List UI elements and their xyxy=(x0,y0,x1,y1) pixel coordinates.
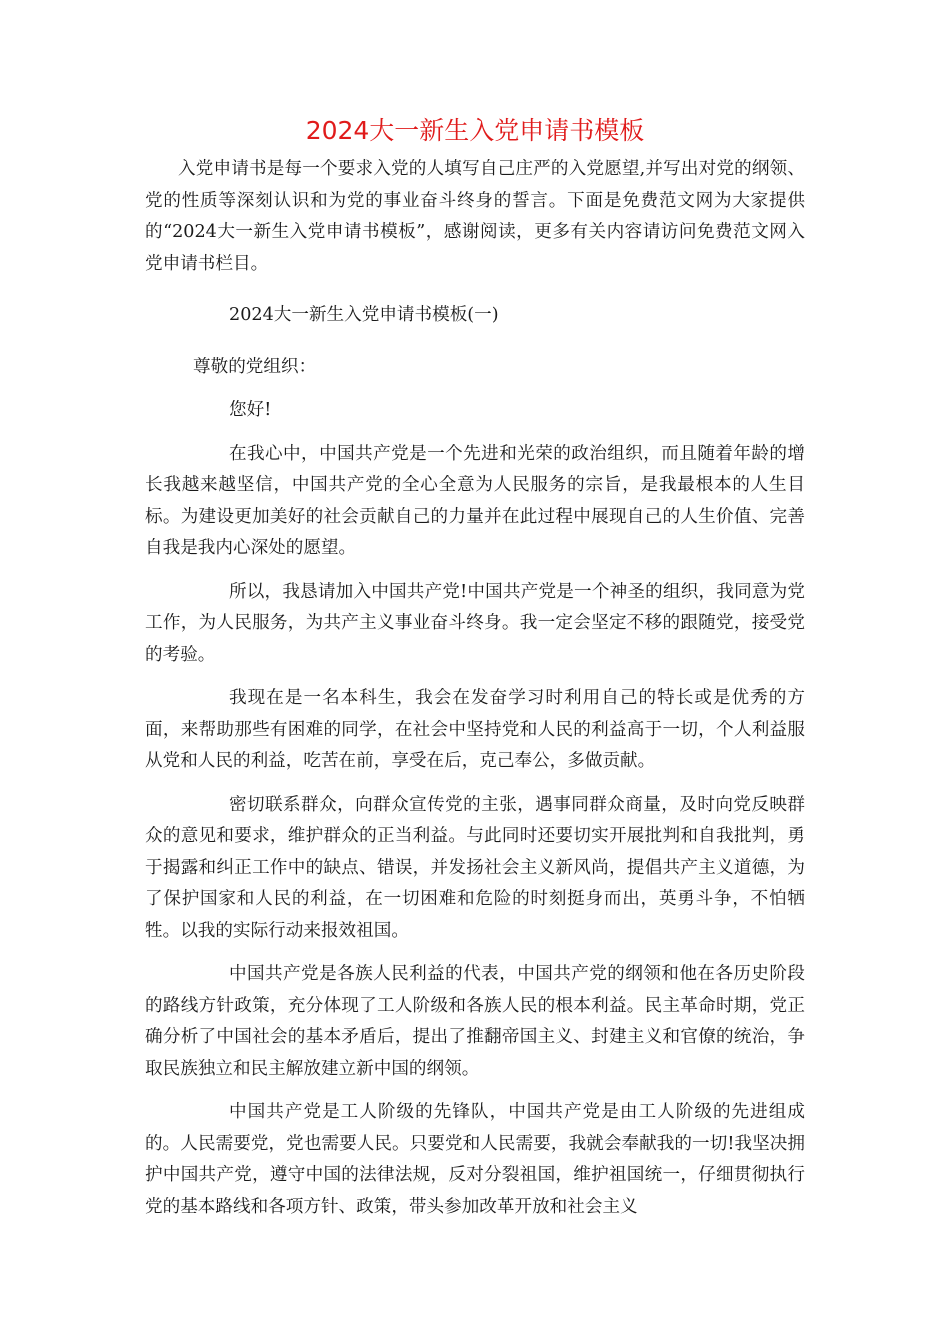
document-title: 2024大一新生入党申请书模板 xyxy=(305,116,645,145)
section-subtitle: 2024大一新生入党申请书模板(一) xyxy=(229,305,499,325)
body-paragraph: 中国共产党是工人阶级的先锋队，中国共产党是由工人阶级的先进组成的。人民需要党，党也需要人民。只要党和人民需要，我就会奉献我的一切!我坚决拥护中国共产党，遵守中国的法律法规，反对分裂祖国，维护祖国统一，仔细贯彻执行党的基本路线和各项方针、政策，带头参加改革开放和社会主义 xyxy=(145,1102,805,1217)
document-body xyxy=(145,154,805,1223)
body-paragraph: 密切联系群众，向群众宣传党的主张，遇事同群众商量，及时向党反映群众的意见和要求，维护群众的正当利益。与此同时还要切实开展批判和自我批判，勇于揭露和纠正工作中的缺点、错误，并发扬社会主义新风尚，提倡共产主义道德，为了保护国家和人民的利益，在一切困难和危险的时刻挺身而出，英勇斗争，不怕牺牲。以我的实际行动来报效祖国。 xyxy=(145,794,805,941)
intro-paragraph: 入党申请书是每一个要求入党的人填写自己庄严的入党愿望,并写出对党的纲领、党的性质等深刻认识和为党的事业奋斗终身的誓言。下面是免费范文网为大家提供的“2024大一新生入党申请书模板”，感谢阅读，更多有关内容请访问免费范文网入党申请书栏目。 xyxy=(145,159,805,274)
body-paragraph: 中国共产党是各族人民利益的代表，中国共产党的纲领和他在各历史阶段的路线方针政策，充分体现了工人阶级和各族人民的根本利益。民主革命时期，党正确分析了中国社会的基本矛盾后，提出了推翻帝国主义、封建主义和官僚的统治，争取民族独立和民主解放建立新中国的纲领。 xyxy=(145,964,805,1079)
greeting: 您好! xyxy=(229,400,272,420)
body-paragraph: 我现在是一名本科生，我会在发奋学习时利用自己的特长或是优秀的方面，来帮助那些有困难的同学，在社会中坚持党和人民的利益高于一切，个人利益服从党和人民的利益，吃苦在前，享受在后，克己奉公，多做贡献。 xyxy=(145,688,805,771)
body-paragraph: 在我心中，中国共产党是一个先进和光荣的政治组织，而且随着年龄的增长我越来越坚信，中国共产党的全心全意为人民服务的宗旨，是我最根本的人生目标。为建设更加美好的社会贡献自己的力量并在此过程中展现自己的人生价值、完善自我是我内心深处的愿望。 xyxy=(145,443,805,558)
salutation: 尊敬的党组织： xyxy=(193,356,317,377)
body-paragraph: 所以，我恳请加入中国共产党!中国共产党是一个神圣的组织，我同意为党工作，为人民服务，为共产主义事业奋斗终身。我一定会坚定不移的跟随党，接受党的考验。 xyxy=(145,581,805,665)
